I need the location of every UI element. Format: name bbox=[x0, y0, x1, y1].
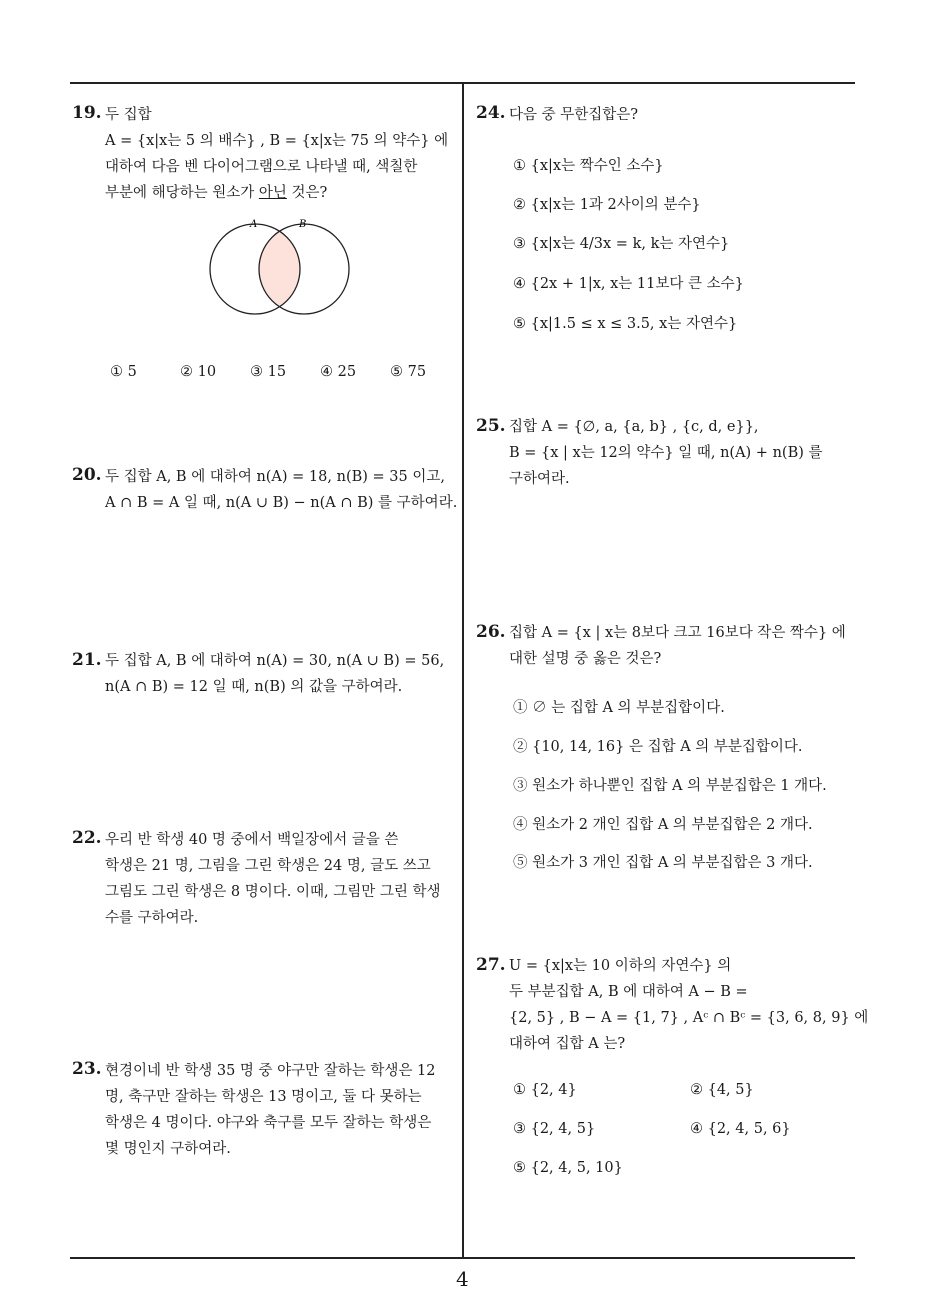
answer-choice[interactable]: ⑤ 75 bbox=[390, 364, 427, 380]
answer-choice[interactable]: ③ {x|x는 4/3x = k, k는 자연수} bbox=[513, 236, 730, 252]
question-number: 23. bbox=[72, 1059, 102, 1079]
question-text-line: B = {x | x는 12의 약수} 일 때, n(A) + n(B) 를 bbox=[509, 445, 823, 461]
question-text-line: 우리 반 학생 40 명 중에서 백일장에서 글을 쓴 bbox=[105, 832, 399, 848]
question-text-line: A = {x|x는 5 의 배수} , B = {x|x는 75 의 약수} 에 bbox=[105, 133, 449, 149]
answer-choice[interactable]: ④ 원소가 2 개인 집합 A 의 부분집합은 2 개다. bbox=[513, 817, 813, 833]
question-text-line: 두 집합 bbox=[105, 107, 152, 123]
answer-choice[interactable]: ③ 15 bbox=[250, 364, 287, 380]
page-number: 4 bbox=[456, 1267, 469, 1291]
question-text-line bbox=[105, 180, 327, 206]
question-text-line: 두 집합 A, B 에 대하여 n(A) = 30, n(A ∪ B) = 56, bbox=[105, 653, 445, 669]
answer-choice[interactable]: ⑤ {2, 4, 5, 10} bbox=[513, 1160, 623, 1176]
question-text-line: 학생은 4 명이다. 야구와 축구를 모두 잘하는 학생은 bbox=[105, 1115, 432, 1131]
answer-choice[interactable]: ① 5 bbox=[110, 364, 137, 380]
question-number: 22. bbox=[72, 828, 102, 848]
question-number: 25. bbox=[476, 416, 506, 436]
question-text-line: 다음 중 무한집합은? bbox=[509, 107, 639, 123]
answer-choice[interactable]: ① {x|x는 짝수인 소수} bbox=[513, 158, 664, 174]
venn-label-a: A bbox=[250, 219, 258, 230]
question-text-line: 집합 A = {∅, a, {a, b} , {c, d, e}}, bbox=[509, 419, 759, 435]
question-text-line: U = {x|x는 10 이하의 자연수} 의 bbox=[509, 958, 732, 974]
answer-choice[interactable]: ③ {2, 4, 5} bbox=[513, 1121, 596, 1137]
answer-choice[interactable]: ④ {2, 4, 5, 6} bbox=[690, 1121, 791, 1137]
answer-choice[interactable]: ⑤ 원소가 3 개인 집합 A 의 부분집합은 3 개다. bbox=[513, 855, 813, 871]
answer-choice[interactable]: ④ {2x + 1|x, x는 11보다 큰 소수} bbox=[513, 276, 744, 292]
question-text-line: 대한 설명 중 옳은 것은? bbox=[509, 651, 662, 667]
text-segment: 부분에 해당하는 원소가 bbox=[105, 185, 259, 201]
underlined-word: 아닌 bbox=[258, 185, 287, 201]
question-text-line: 두 부분집합 A, B 에 대하여 A − B = bbox=[509, 984, 748, 1000]
venn-label-b: B bbox=[299, 219, 307, 230]
answer-choice[interactable]: ④ 25 bbox=[320, 364, 357, 380]
text-segment: 것은? bbox=[286, 185, 328, 201]
question-text-line: 몇 명인지 구하여라. bbox=[105, 1141, 231, 1157]
answer-choice[interactable]: ① ∅ 는 집합 A 의 부분집합이다. bbox=[513, 700, 725, 716]
question-number: 21. bbox=[72, 650, 102, 670]
answer-choice[interactable]: ① {2, 4} bbox=[513, 1082, 577, 1098]
question-text-line: 두 집합 A, B 에 대하여 n(A) = 18, n(B) = 35 이고, bbox=[105, 469, 445, 485]
answer-choice[interactable]: ② {4, 5} bbox=[690, 1082, 754, 1098]
question-text-line: 명, 축구만 잘하는 학생은 13 명이고, 둘 다 못하는 bbox=[105, 1089, 422, 1105]
question-text-line: 대하여 집합 A 는? bbox=[509, 1036, 626, 1052]
question-number: 19. bbox=[72, 103, 102, 123]
question-text-line: A ∩ B = A 일 때, n(A ∪ B) − n(A ∩ B) 를 구하여라. bbox=[105, 495, 458, 511]
column-divider bbox=[462, 82, 464, 1258]
question-text-line: n(A ∩ B) = 12 일 때, n(B) 의 값을 구하여라. bbox=[105, 679, 403, 695]
answer-choice[interactable]: ② {x|x는 1과 2사이의 분수} bbox=[513, 197, 701, 213]
question-number: 24. bbox=[476, 103, 506, 123]
answer-choice[interactable]: ⑤ {x|1.5 ≤ x ≤ 3.5, x는 자연수} bbox=[513, 316, 738, 332]
question-text-line: {2, 5} , B − A = {1, 7} , Aᶜ ∩ Bᶜ = {3, 6, 8, 9} 에 bbox=[509, 1010, 869, 1026]
question-text-line: 구하여라. bbox=[509, 471, 570, 487]
venn-diagram bbox=[200, 212, 360, 322]
question-number: 26. bbox=[476, 622, 506, 642]
question-text-line: 수를 구하여라. bbox=[105, 910, 199, 926]
question-text-line: 대하여 다음 벤 다이어그램으로 나타낼 때, 색칠한 bbox=[105, 159, 418, 175]
question-number: 20. bbox=[72, 465, 102, 485]
answer-choice[interactable]: ③ 원소가 하나뿐인 집합 A 의 부분집합은 1 개다. bbox=[513, 778, 827, 794]
question-text-line: 학생은 21 명, 그림을 그린 학생은 24 명, 글도 쓰고 bbox=[105, 858, 431, 874]
question-text-line: 집합 A = {x | x는 8보다 크고 16보다 작은 짝수} 에 bbox=[509, 625, 846, 641]
answer-choice[interactable]: ② 10 bbox=[180, 364, 217, 380]
question-number: 27. bbox=[476, 955, 506, 975]
answer-choice[interactable]: ② {10, 14, 16} 은 집합 A 의 부분집합이다. bbox=[513, 739, 803, 755]
bottom-rule bbox=[70, 1257, 855, 1259]
question-text-line: 현경이네 반 학생 35 명 중 야구만 잘하는 학생은 12 bbox=[105, 1063, 436, 1079]
question-text-line: 그림도 그린 학생은 8 명이다. 이때, 그림만 그린 학생 bbox=[105, 884, 441, 900]
